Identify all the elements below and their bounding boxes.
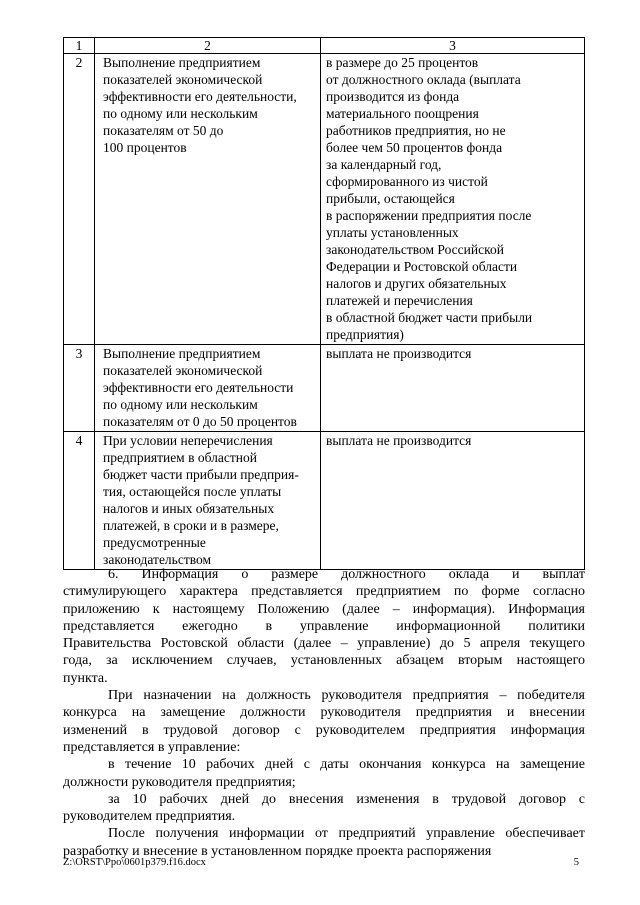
paragraph-line: руководителем предприятия.	[63, 809, 236, 825]
payment-line: в размере до 25 процентов	[326, 55, 479, 70]
condition-line: по одному или нескольким	[103, 106, 258, 121]
payment-line: прибыли, остающейся	[326, 191, 455, 206]
paragraph-line: После получения информации от предприятий управление обеспечивает	[108, 826, 585, 842]
payment-line: налогов и других обязательных	[326, 276, 507, 291]
paragraph	[63, 825, 585, 860]
payment-line: платежей и перечисления	[326, 293, 473, 308]
paragraph-line: представляется в управление:	[63, 739, 241, 755]
payment-line: более чем 50 процентов фонда	[326, 140, 503, 155]
condition-cell	[95, 345, 321, 432]
condition-line: При условии неперечисления	[103, 433, 273, 448]
payment-line: законодательством Российской	[326, 242, 504, 257]
condition-line: 100 процентов	[103, 140, 187, 155]
payment-cell	[321, 432, 585, 570]
payment-line: Федерации и Ростовской области	[326, 259, 518, 274]
condition-line: законодательством	[103, 552, 212, 567]
paragraph-line: года, за исключением случаев, установленных абзацем вторым настоящего	[63, 653, 585, 669]
paragraph	[63, 566, 585, 687]
payment-line: производится из фонда	[326, 89, 460, 104]
row-number: 3	[64, 345, 95, 432]
paragraph-line: должности руководителя предприятия;	[63, 774, 296, 790]
payment-line: сформированного из чистой	[326, 174, 488, 189]
row-number: 2	[64, 54, 95, 345]
header-col-2: 2	[95, 38, 321, 54]
header-col-3: 3	[321, 38, 585, 54]
payment-line: работников предприятия, но не	[326, 123, 506, 138]
page-footer	[63, 856, 585, 870]
header-col-1: 1	[64, 38, 95, 54]
table-row	[64, 345, 585, 432]
payment-line: выплата не производится	[326, 433, 472, 448]
condition-line: по одному или нескольким	[103, 397, 258, 412]
payment-cell	[321, 54, 585, 345]
condition-line: платежей, в сроки и в размере,	[103, 518, 279, 533]
paragraph-line: Правительства Ростовской области (далее – управление) до 5 апреля текущего	[63, 636, 585, 652]
condition-cell	[95, 54, 321, 345]
condition-line: показателям от 0 до 50 процентов	[103, 414, 297, 429]
condition-line: Выполнение предприятием	[103, 55, 261, 70]
condition-line: показателям от 50 до	[103, 123, 224, 138]
condition-line: налогов и иных обязательных	[103, 501, 275, 516]
condition-line: эффективности его деятельности,	[103, 89, 297, 104]
paragraph	[63, 756, 585, 791]
payment-line: предприятия)	[326, 327, 404, 342]
footer-page-number: 5	[573, 857, 579, 868]
paragraph-line: изменений в трудовой договор с руководителем предприятия информация	[63, 722, 585, 738]
table-row	[64, 54, 585, 345]
paragraph-line: представляется ежегодно в управление информационной политики	[63, 618, 585, 634]
paragraph-line: в течение 10 рабочих дней с даты окончания конкурса на замещение	[108, 757, 585, 773]
payment-line: уплаты установленных	[326, 225, 459, 240]
paragraph-line: 6. Информация о размере должностного оклада и выплат	[108, 567, 585, 582]
paragraph-line: за 10 рабочих дней до внесения изменения в трудовой договор с	[108, 791, 585, 807]
table-row	[64, 432, 585, 570]
body-text	[63, 566, 585, 860]
table-header-row	[64, 38, 585, 54]
row-number: 4	[64, 432, 95, 570]
paragraph-line: разработку и внесение в установленном порядке проекта распоряжения	[63, 843, 492, 859]
paragraph-line: приложению к настоящему Положению (далее – информация). Информация	[63, 601, 585, 617]
condition-line: Выполнение предприятием	[103, 346, 261, 361]
condition-line: предприятием в областной	[103, 450, 257, 465]
paragraph	[63, 687, 585, 756]
payment-line: в областной бюджет части прибыли	[326, 310, 533, 325]
paragraph-line: При назначении на должность руководителя предприятия – победителя	[108, 688, 585, 704]
payment-line: за календарный год,	[326, 157, 442, 172]
payment-line: материального поощрения	[326, 106, 479, 121]
payment-line: в распоряжении предприятия после	[326, 208, 532, 223]
condition-line: показателей экономической	[103, 363, 263, 378]
paragraph-line: стимулирующего характера представляется предприятием по форме согласно	[63, 584, 585, 600]
payment-line: от должностного оклада (выплата	[326, 72, 521, 87]
paragraph-line: пункта.	[63, 670, 108, 686]
paragraph-line: конкурса на замещение должности руководителя предприятия и внесении	[63, 705, 585, 721]
condition-line: эффективности его деятельности	[103, 380, 294, 395]
condition-line: бюджет части прибыли предприя-	[103, 467, 299, 482]
payment-cell	[321, 345, 585, 432]
paragraph	[63, 791, 585, 826]
condition-line: предусмотренные	[103, 535, 206, 550]
remuneration-table	[63, 37, 585, 570]
condition-cell	[95, 432, 321, 570]
footer-file-path: Z:\ORST\Ppo\0601p379.f16.docx	[63, 857, 206, 868]
payment-line: выплата не производится	[326, 346, 472, 361]
condition-line: тия, остающейся после уплаты	[103, 484, 282, 499]
condition-line: показателей экономической	[103, 72, 263, 87]
